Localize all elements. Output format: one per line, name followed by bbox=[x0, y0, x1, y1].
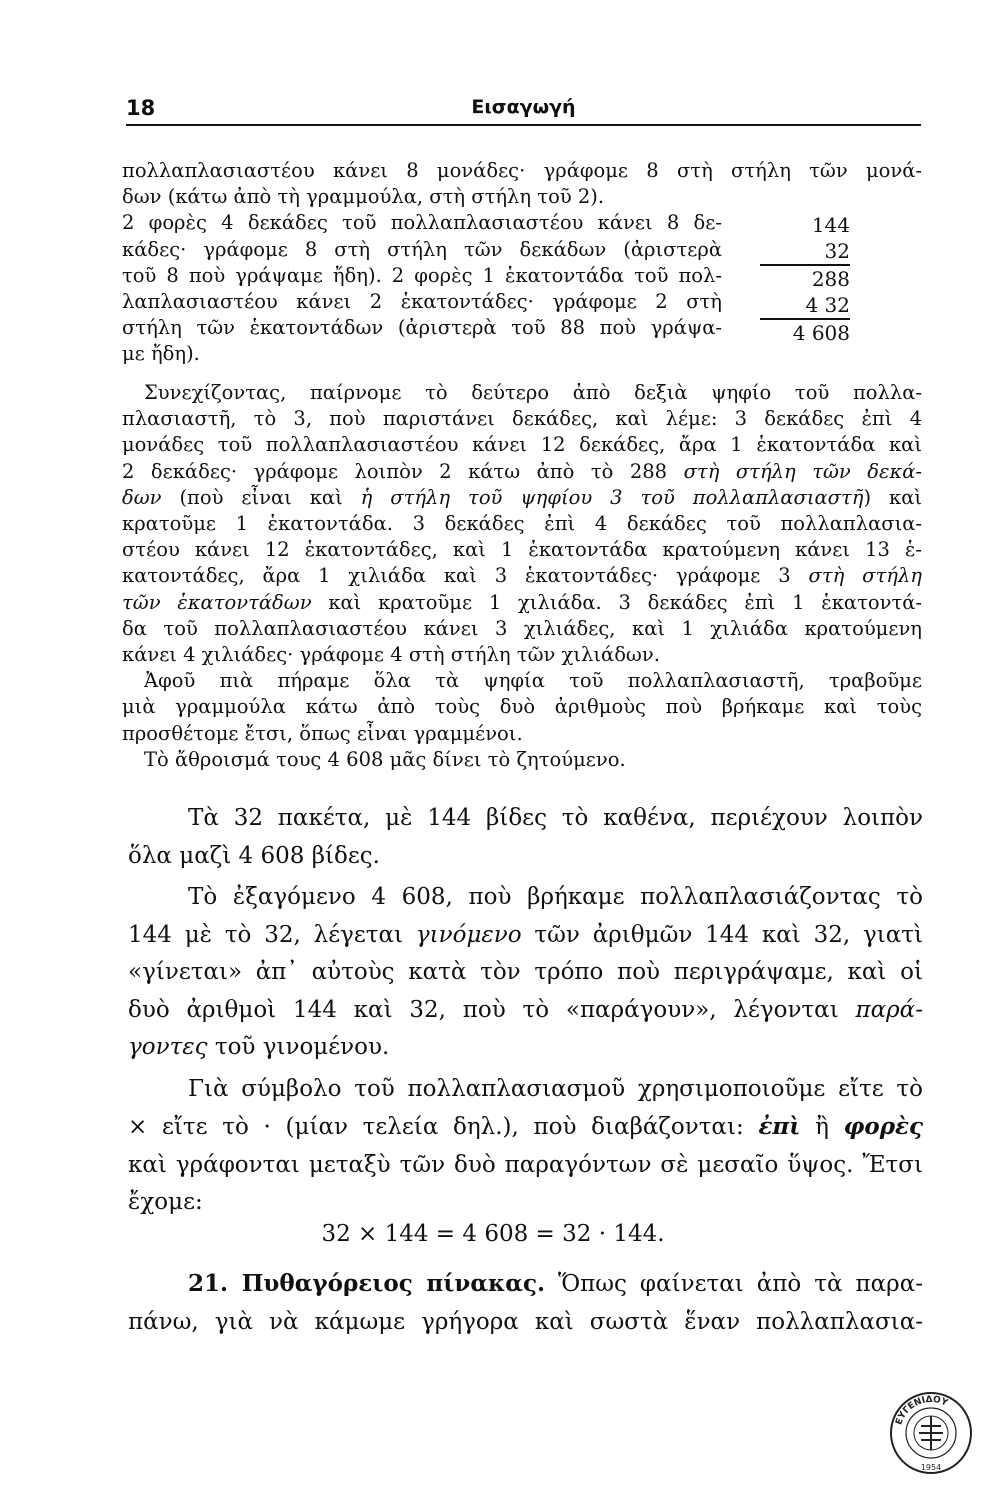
text-line: Τὸ ἄθροισμά τους 4 608 μᾶς δίνει τὸ ζητούμενο. bbox=[144, 747, 626, 771]
text-line: Ἀφοῦ πιὰ πήραμε ὅλα τὰ ψηφία τοῦ πολλαπλασιαστῆ, τραβοῦμε bbox=[144, 669, 922, 693]
text-span: 144 μὲ τὸ 32, λέγεται bbox=[128, 921, 404, 948]
italic-text: ἡ στήλη τοῦ ψηφίου 3 τοῦ πολλαπλασιαστῆ bbox=[360, 485, 864, 509]
section-title: 21. Πυθαγόρειος πίνακας. bbox=[188, 1270, 545, 1297]
text-line bbox=[122, 485, 922, 511]
text-span: Ὅπως φαίνεται ἀπὸ τὰ παρα- bbox=[558, 1271, 923, 1297]
italic-text: δων bbox=[122, 485, 162, 509]
text-line: ὅλα μαζὶ 4 608 βίδες. bbox=[128, 842, 380, 869]
text-span: τοῦ γινομένου. bbox=[214, 1034, 390, 1060]
text-line: κρατοῦμε 1 ἑκατοντάδα. 3 δεκάδες ἐπὶ 4 δεκάδες τοῦ πολλαπλασια- bbox=[122, 512, 922, 536]
italic-text: στὴ στήλη τῶν δεκά- bbox=[683, 459, 922, 483]
text-span: καὶ κρατοῦμε 1 χιλιάδα. 3 δεκάδες ἐπὶ 1 ἑκατοντά- bbox=[328, 590, 922, 614]
text-line: Τὰ 32 πακέτα, μὲ 144 βίδες τὸ καθένα, περιέχουν λοιπὸν bbox=[188, 805, 923, 831]
italic-text: γινόμενο bbox=[415, 921, 522, 948]
text-span: 2 δεκάδες· γράφομε λοιπὸν 2 κάτω ἀπὸ τὸ 288 bbox=[122, 459, 668, 483]
text-line bbox=[122, 563, 922, 589]
running-title: Εισαγωγή bbox=[471, 96, 576, 118]
italic-text: παρά- bbox=[855, 996, 923, 1023]
bold-italic-text: ἐπὶ bbox=[758, 1113, 801, 1140]
text-line: με ἤδη). bbox=[122, 342, 200, 366]
page-header bbox=[126, 96, 921, 126]
svg-text:1954: 1954 bbox=[920, 1463, 942, 1472]
text-line: κάδες· γράφομε 8 στὴ στήλη τῶν δεκάδων (ἀριστερὰ bbox=[122, 237, 722, 261]
text-line bbox=[128, 1029, 923, 1067]
text-line: κάνει 4 χιλιάδες· γράφομε 4 στὴ στήλη τῶν χιλιάδων. bbox=[122, 643, 660, 667]
text-span: κατοντάδες, ἄρα 1 χιλιάδα καὶ 3 ἑκατοντάδες· γράφομε 3 bbox=[122, 564, 791, 588]
text-span: × εἴτε τὸ · (μίαν τελεία δηλ.), ποὺ διαβάζονται: bbox=[128, 1114, 744, 1140]
text-line: πλασιαστῆ, τὸ 3, ποὺ παριστάνει δεκάδες, καὶ λέμε: 3 δεκάδες ἐπὶ 4 bbox=[122, 407, 922, 431]
calc-result: 4 608 bbox=[792, 321, 850, 345]
calc-partial-1: 288 bbox=[811, 267, 850, 291]
italic-text: στὴ στήλη bbox=[808, 564, 922, 588]
bold-italic-text: φορὲς bbox=[843, 1113, 924, 1140]
equation: 32 × 144 = 4 608 = 32 · 144. bbox=[321, 1221, 665, 1247]
text-line bbox=[128, 1108, 923, 1147]
text-line bbox=[128, 917, 923, 955]
foundation-seal-icon bbox=[888, 1390, 974, 1476]
text-line: τοῦ 8 ποὺ γράψαμε ἤδη). 2 φορὲς 1 ἑκατοντάδα τοῦ πολ- bbox=[122, 263, 722, 287]
text-line bbox=[128, 992, 923, 1030]
calc-multiplier: 32 bbox=[760, 238, 850, 266]
text-span: δυὸ ἀριθμοὶ 144 καὶ 32, ποὺ τὸ «παράγουν», λέγονται bbox=[128, 996, 839, 1023]
page-number: 18 bbox=[126, 96, 156, 120]
multiplication-calculation bbox=[760, 212, 850, 346]
svg-text:ΕΥΓΕΝΙΔΟΥ: ΕΥΓΕΝΙΔΟΥ bbox=[894, 1394, 949, 1427]
text-line: Τὸ ἐξαγόμενο 4 608, ποὺ βρήκαμε πολλαπλασιάζοντας τὸ bbox=[188, 884, 923, 910]
text-line: πολλαπλασιαστέου κάνει 8 μονάδες· γράφομε 8 στὴ στήλη τῶν μονά- bbox=[122, 159, 922, 182]
main-text-block bbox=[128, 800, 923, 1222]
text-line: καὶ γράφονται μεταξὺ τῶν δυὸ παραγόντων σὲ μεσαῖο ὕψος. Ἔτσι bbox=[128, 1151, 923, 1178]
text-line: ἔχομε: bbox=[128, 1189, 203, 1215]
calc-partial-2: 4 32 bbox=[760, 292, 850, 320]
text-line: «γίνεται» ἀπ᾽ αὐτοὺς κατὰ τὸν τρόπο ποὺ περιγράψαμε, καὶ οἱ bbox=[128, 959, 923, 985]
text-line: Συνεχίζοντας, παίρνομε τὸ δεύτερο ἀπὸ δεξιὰ ψηφίο τοῦ πολλα- bbox=[144, 381, 922, 404]
text-line: Γιὰ σύμβολο τοῦ πολλαπλασιασμοῦ χρησιμοποιοῦμε εἴτε τὸ bbox=[188, 1075, 923, 1102]
text-line: μιὰ γραμμούλα κάτω ἀπὸ τοὺς δυὸ ἀριθμοὺς ποὺ βρήκαμε καὶ τοὺς bbox=[122, 695, 922, 719]
text-line bbox=[122, 590, 922, 616]
small-text-block-2 bbox=[122, 380, 922, 773]
section-21 bbox=[128, 1265, 923, 1341]
text-span: τῶν ἀριθμῶν 144 καὶ 32, γιατὶ bbox=[534, 921, 924, 948]
text-span: (ποὺ εἶναι καὶ bbox=[179, 485, 343, 509]
italic-text: τῶν ἑκατοντάδων bbox=[122, 590, 312, 614]
calc-multiplicand: 144 bbox=[811, 213, 850, 237]
text-span: ) καὶ bbox=[863, 485, 923, 509]
italic-text: γοντες bbox=[128, 1034, 208, 1060]
text-line: προσθέτομε ἔτσι, ὅπως εἶναι γραμμένοι. bbox=[122, 721, 523, 745]
text-line: 2 φορὲς 4 δεκάδες τοῦ πολλαπλασιαστέου κάνει 8 δε- bbox=[122, 211, 722, 235]
text-span: ἢ bbox=[815, 1114, 829, 1140]
text-line: δων (κάτω ἀπὸ τὴ γραμμούλα, στὴ στήλη τοῦ 2). bbox=[122, 185, 605, 209]
text-line: δα τοῦ πολλαπλασιαστέου κάνει 3 χιλιάδες, καὶ 1 χιλιάδα κρατούμενη bbox=[122, 616, 922, 640]
text-line: στέου κάνει 12 ἑκατοντάδες, καὶ 1 ἑκατοντάδα κρατούμενη κάνει 13 ἑ- bbox=[122, 538, 922, 562]
text-line bbox=[128, 1265, 923, 1304]
text-line: στήλη τῶν ἑκατοντάδων (ἀριστερὰ τοῦ 88 ποὺ γράψα- bbox=[122, 316, 722, 340]
text-line: λαπλασιαστέου κάνει 2 ἑκατοντάδες· γράφομε 2 στὴ bbox=[122, 290, 722, 314]
text-line: μονάδες τοῦ πολλαπλασιαστέου κάνει 12 δεκάδες, ἄρα 1 ἑκατοντάδα καὶ bbox=[122, 433, 922, 457]
text-line bbox=[122, 459, 922, 485]
text-line: πάνω, γιὰ νὰ κάμωμε γρήγορα καὶ σωστὰ ἕναν πολλαπλασια- bbox=[128, 1308, 923, 1335]
